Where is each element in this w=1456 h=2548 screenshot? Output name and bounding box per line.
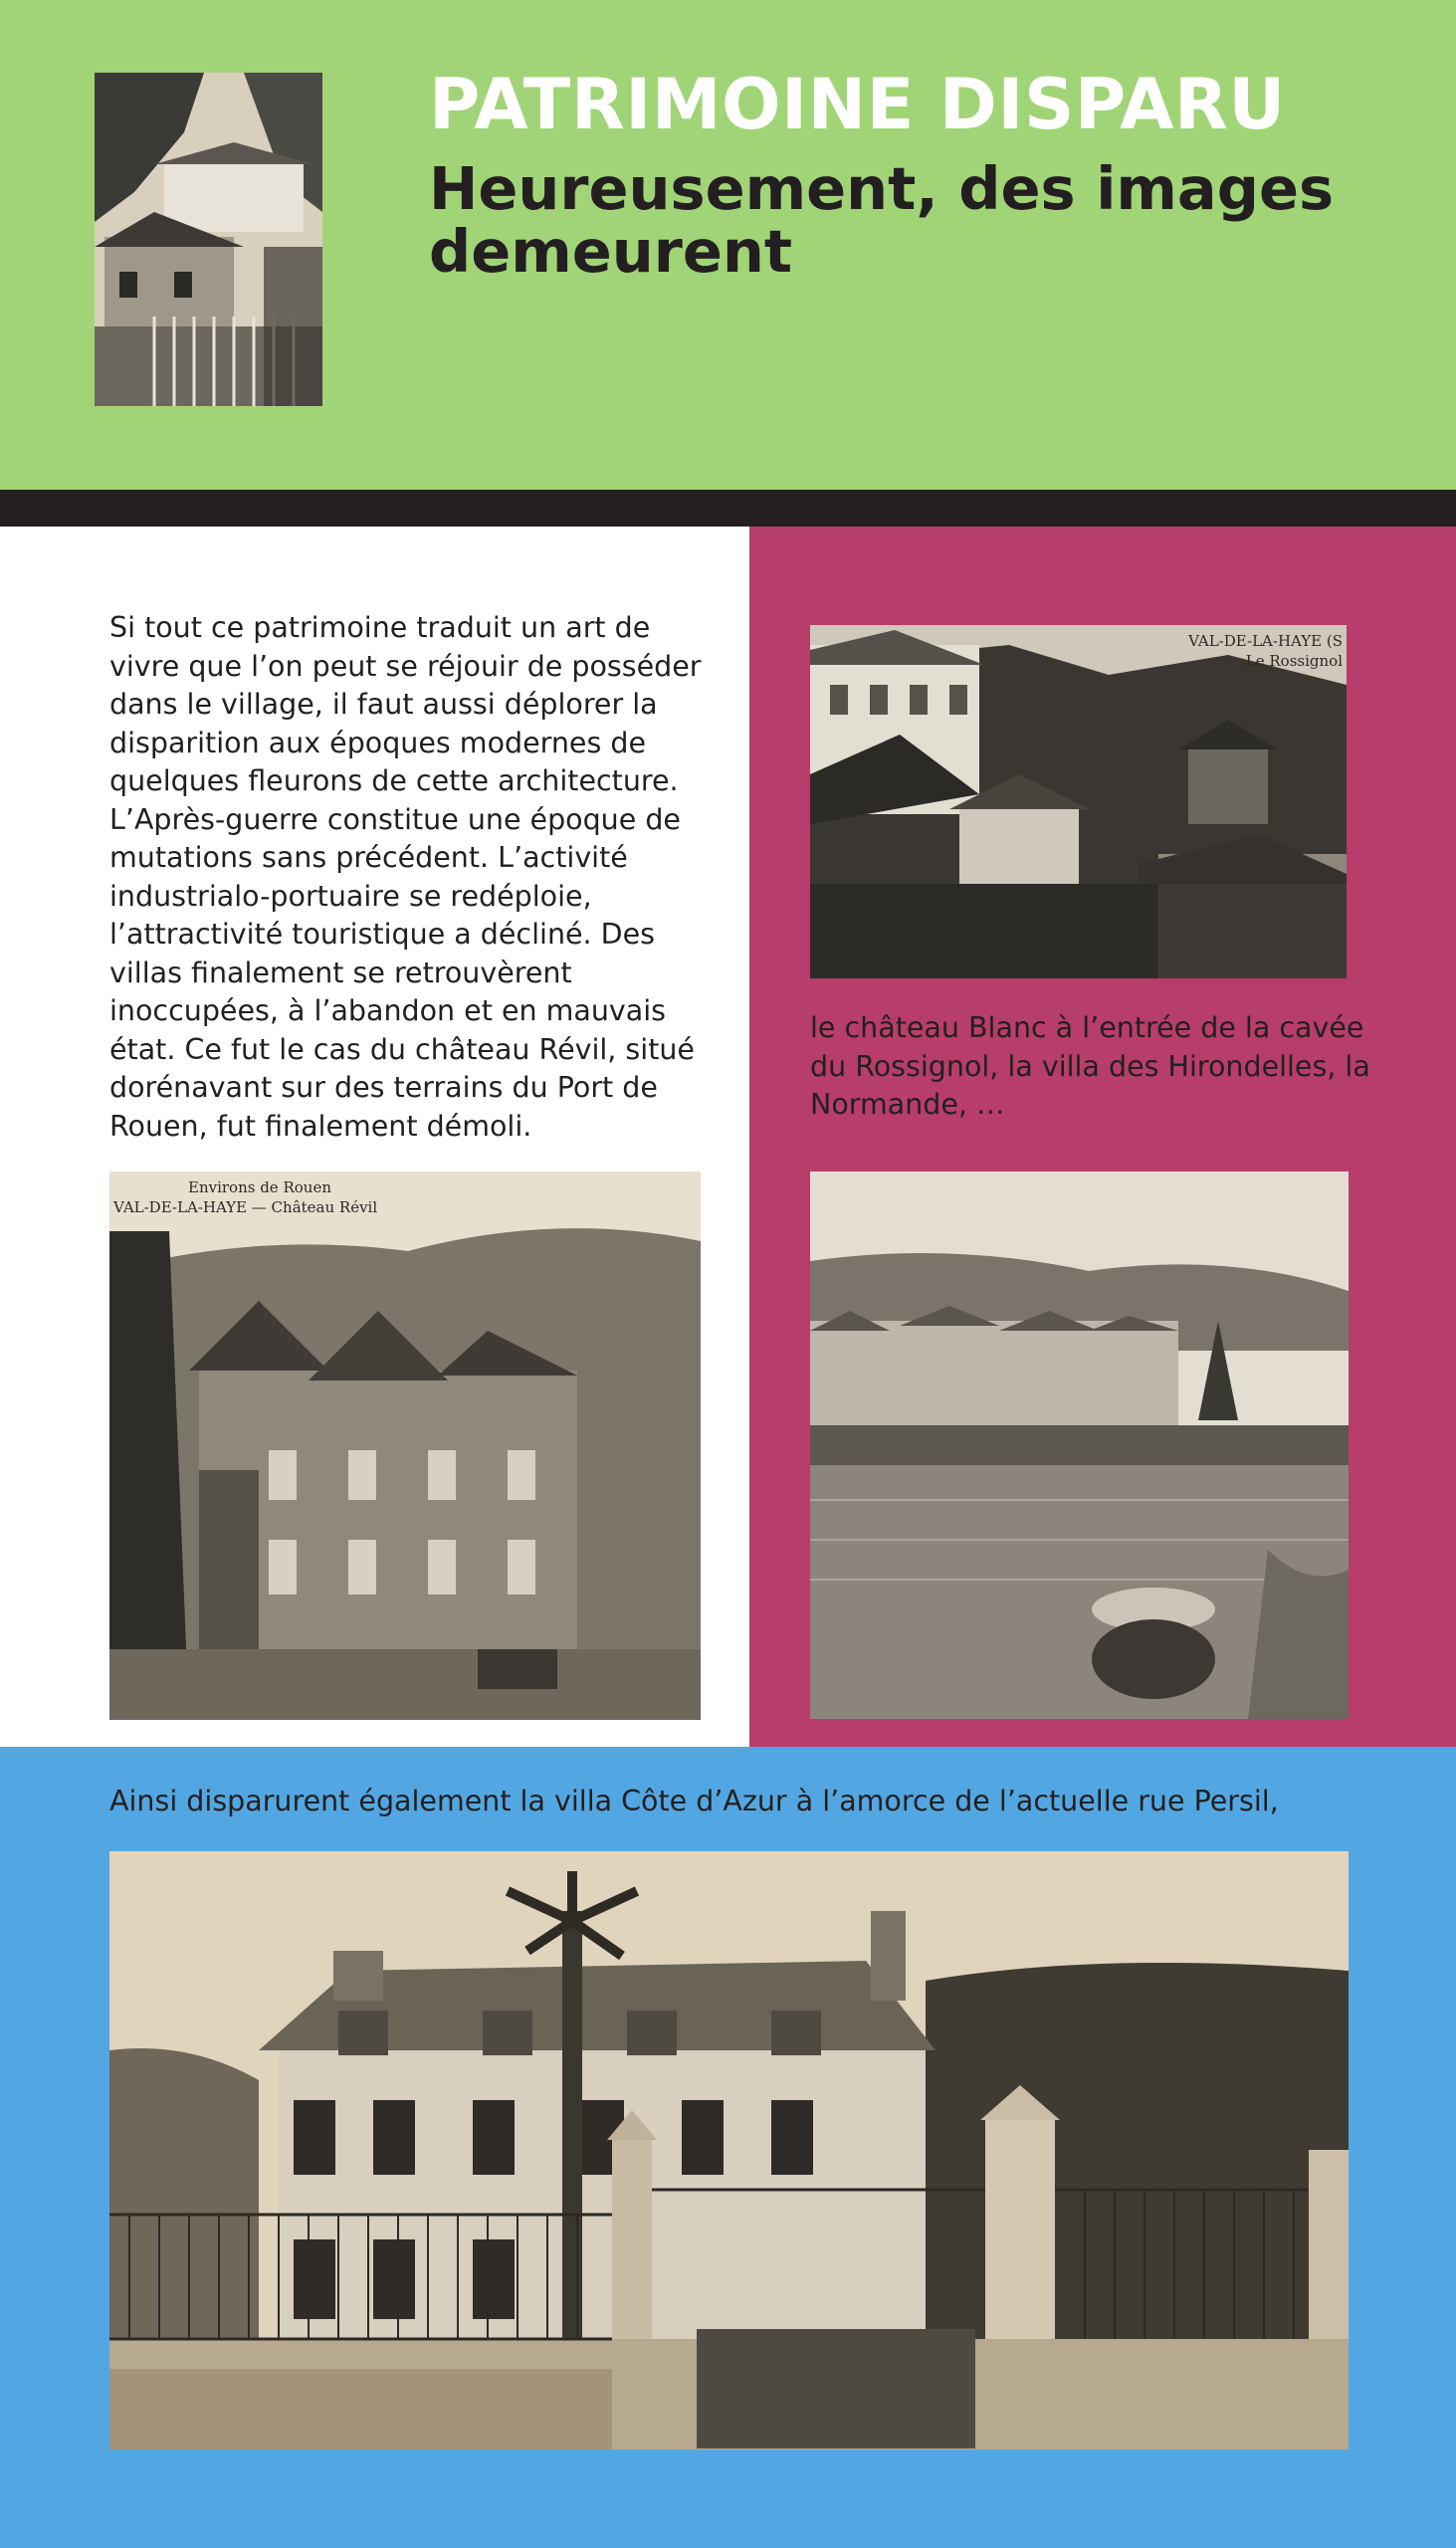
rossignol-illustration [810, 625, 1347, 978]
chateau-revil-illustration [109, 1171, 701, 1720]
page-title: PATRIMOINE DISPARU [429, 64, 1286, 145]
villa-cote-azur-postcard-photo [109, 1851, 1349, 2449]
chateau-revil-postcard-label [113, 1177, 377, 1217]
rossignol-label-line1: VAL-DE-LA-HAYE (S [1188, 632, 1343, 650]
header-house-photo [95, 73, 322, 406]
rossignol-label-line2: Le Rossignol [1245, 652, 1343, 670]
intro-paragraph: Si tout ce patrimoine traduit un art de vivre que l’on peut se réjouir de posséder dans le village, il faut aussi déplorer la disparition aux époques modernes de quelques fleurons de cette architecture. L’Après-guerre constitue une époque de mutations sans précédent. L’activité industrialo-portuaire se redéploie, l’attractivité touristique a décliné. Des villas finalement se retrouvèrent inoccupées, à l’abandon et en mauvais état. Ce fut le cas du château Révil, situé dorénavant sur des terrains du Port de Rouen, fut finalement démoli. [109, 611, 702, 1143]
rossignol-postcard-label [1188, 631, 1343, 671]
header-house-illustration [95, 73, 322, 406]
riverside-village-photo [810, 1171, 1349, 1719]
divider-bar [0, 490, 1456, 527]
revil-label-line2: VAL-DE-LA-HAYE — Château Révil [113, 1198, 378, 1216]
villa-cote-azur-illustration [109, 1851, 1349, 2449]
right-caption: le château Blanc à l’entrée de la cavée du Rossignol, la villa des Hirondelles, la Normande, … [810, 1011, 1370, 1121]
revil-label-line1: Environs de Rouen [188, 1178, 331, 1196]
chateau-revil-postcard-photo [109, 1171, 701, 1720]
riverside-illustration [810, 1171, 1349, 1719]
page-subtitle: Heureusement, des images demeurent [429, 154, 1335, 286]
bottom-caption: Ainsi disparurent également la villa Côte d’Azur à l’amorce de l’actuelle rue Persil, [109, 1785, 1279, 1817]
rossignol-postcard-photo [810, 625, 1347, 978]
